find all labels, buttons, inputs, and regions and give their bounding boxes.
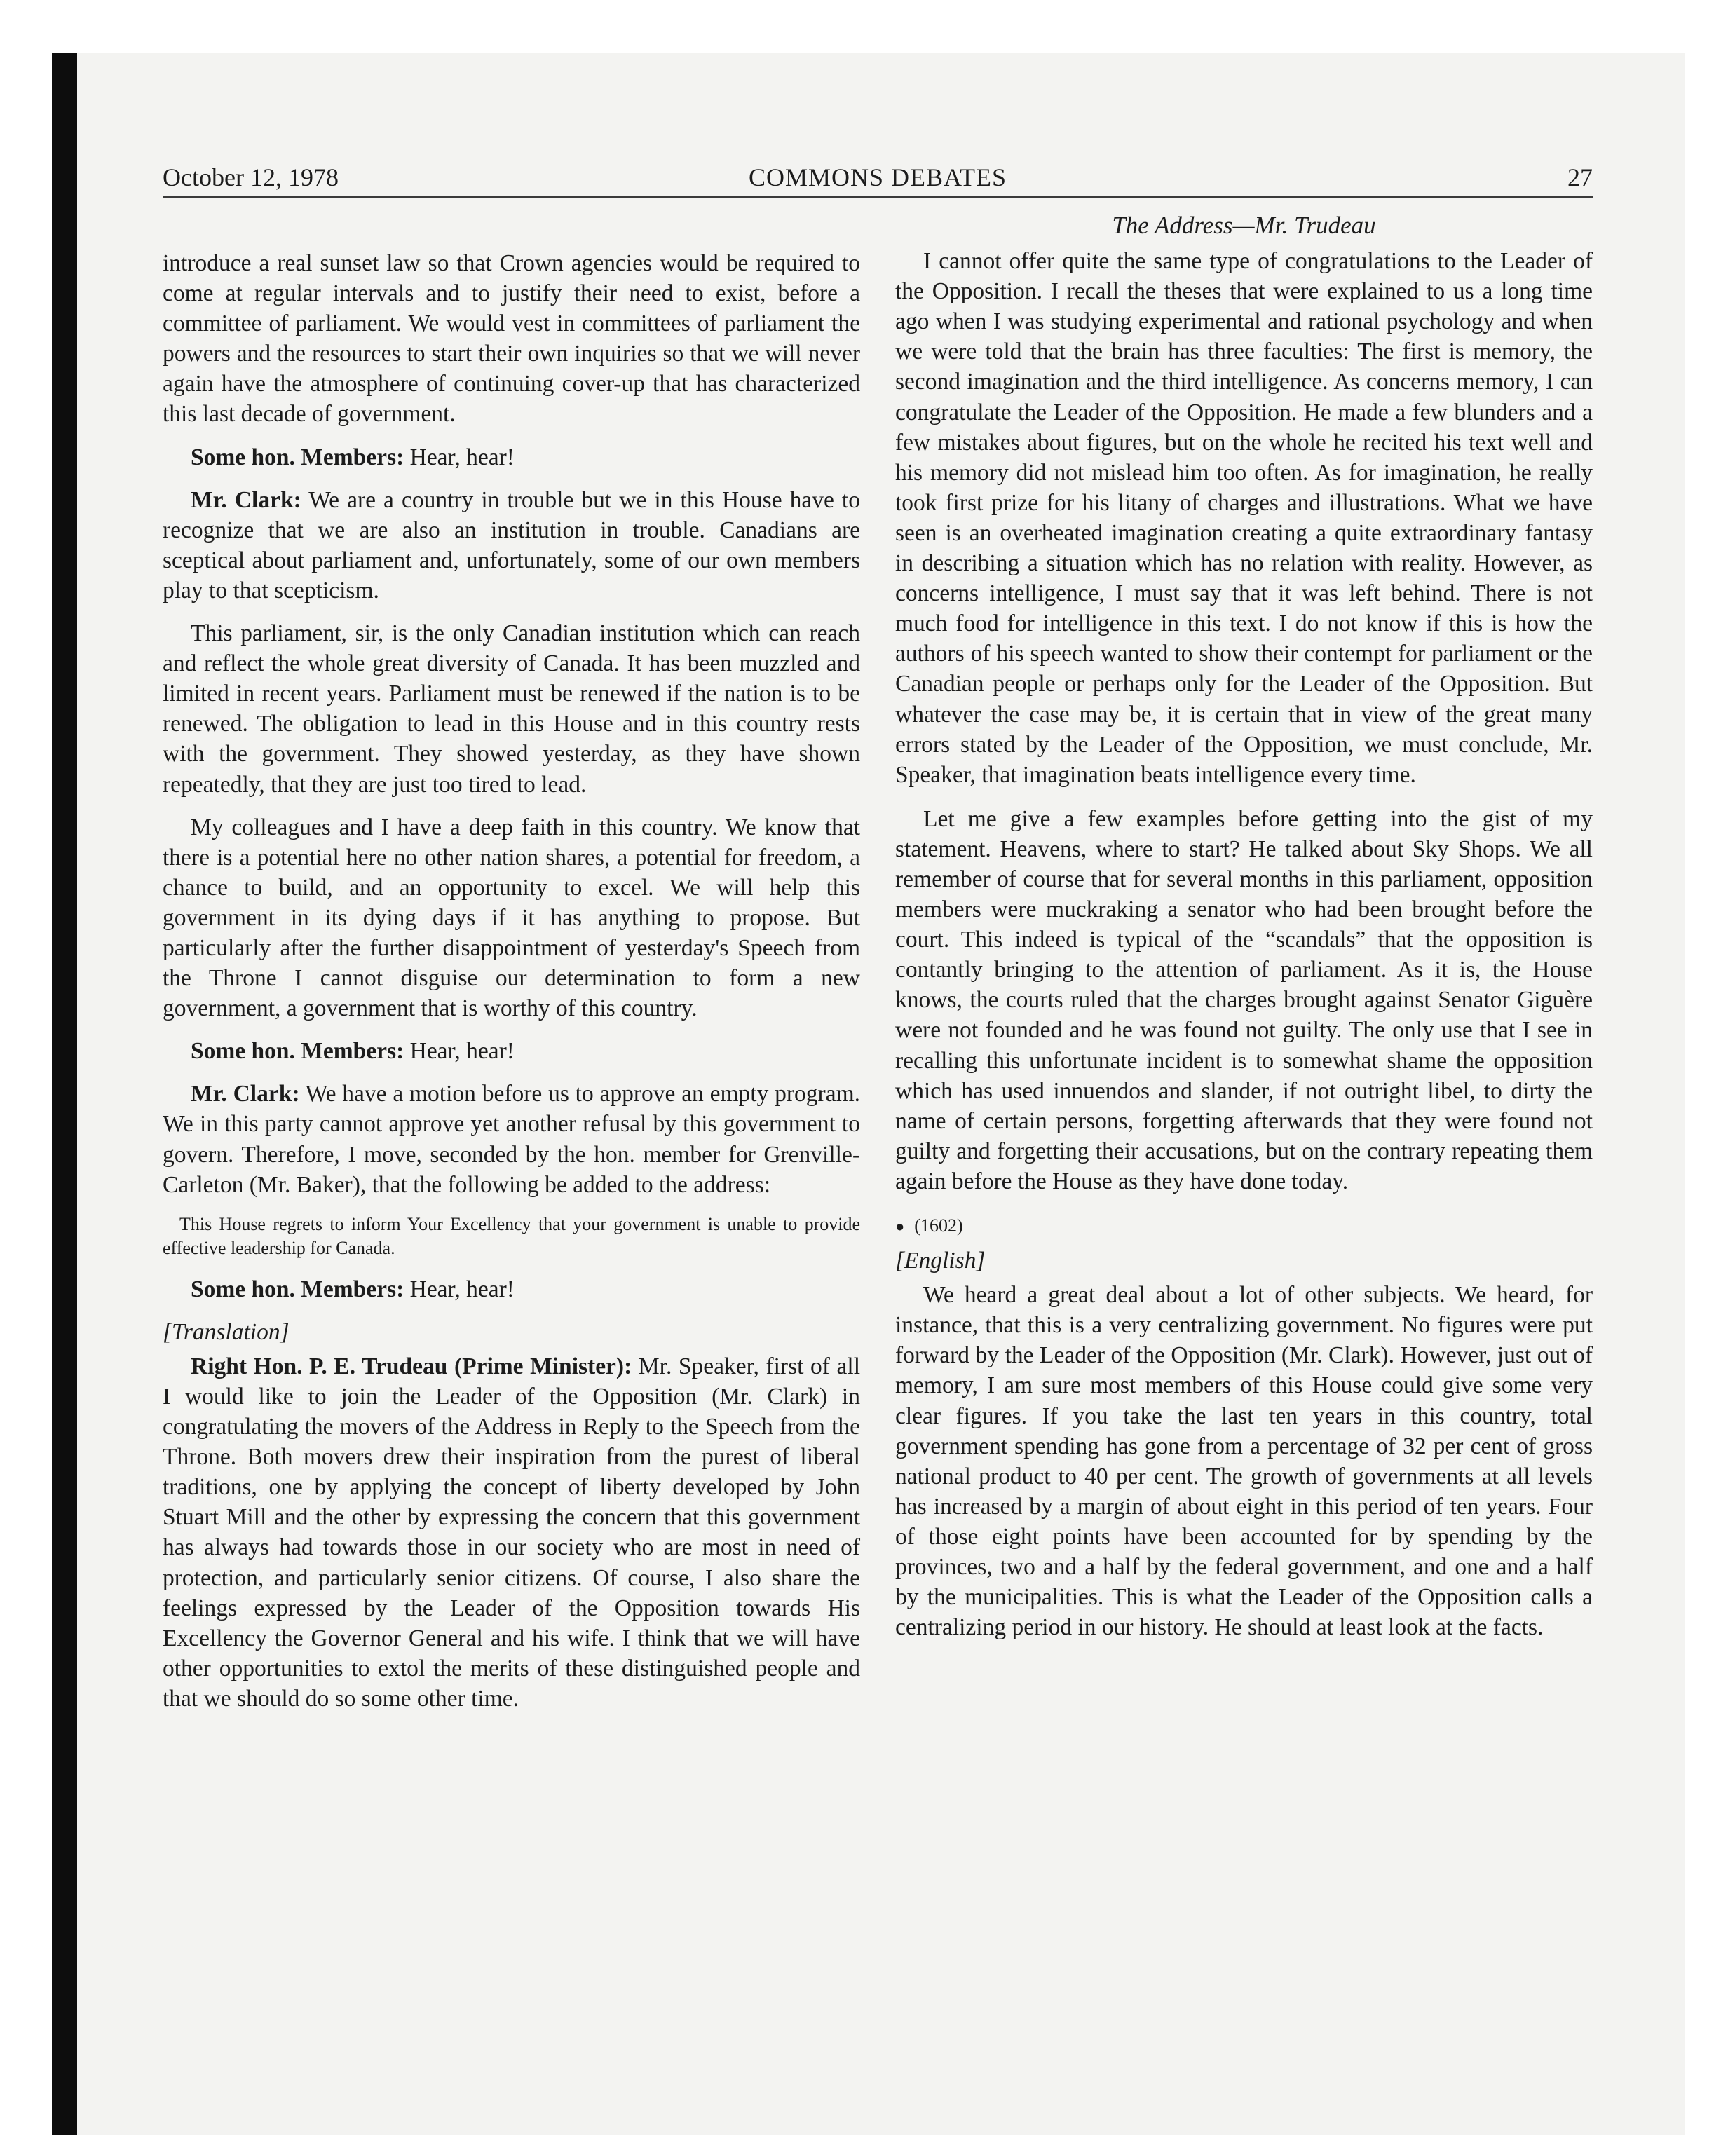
translation-label: [Translation] (163, 1318, 290, 1345)
speaker-name: Right Hon. P. E. Trudeau (Prime Minister): (191, 1353, 632, 1379)
interjection (163, 1274, 860, 1304)
time-marker (895, 1210, 1593, 1241)
header-page-number: 27 (1567, 163, 1593, 191)
speech (163, 1351, 860, 1714)
speaker-name: Some hon. Members: (191, 1038, 404, 1065)
speech-text: Hear, hear! (409, 444, 515, 470)
left-column (163, 248, 860, 1728)
bullet-icon: ● (895, 1217, 905, 1235)
paragraph: introduce a real sunset law so that Crown agencies would be required to come at regular intervals and to justify their need to exist, before a committee of parliament. We would vest in committees of parliament the powers and the resources to start their own inquiries so that we will never again have the atmosphere of continuing cover-up that has characterized this last decade of government. (163, 250, 860, 428)
paragraph: This parliament, sir, is the only Canadian institution which can reach and reflect the whole great diversity of Canada. It has been muzzled and limited in recent years. Parliament must be renewed if the nation is to be renewed. The obligation to lead in this House and in this country rests with the government. They showed yesterday, as they have shown repeatedly, that they are just too tired to lead. (163, 620, 860, 798)
speaker-name: Mr. Clark: (191, 1081, 300, 1107)
scan-edge (52, 53, 77, 2135)
speaker-name: Mr. Clark: (191, 486, 301, 513)
speech (163, 1079, 860, 1199)
speech-text: We are a country in trouble but we in this House have to recognize that we are also an institution in trouble. Canadians are sceptical about parliament and, unfortunately, some of our own members play to that scepticism. (163, 486, 860, 603)
speech-text: Hear, hear! (409, 1038, 515, 1065)
paragraph: We heard a great deal about a lot of other subjects. We heard, for instance, that this is a very centralizing government. No figures were put forward by the Leader of the Opposition (Mr. Clark). However, just out of memory, I am sure most members of this House could give some very clear figures. If you take the last ten years in this country, total government spending has gone from a percentage of 32 per cent of gross national product to 40 per cent. The growth of governments at all levels has increased by a margin of about eight in this period of ten years. Four of those eight points have been accounted for by spending by the provinces, two and a half by the federal government, and one and a half by the municipalities. This is what the Leader of the Opposition calls a centralizing period in our history. He should at least look at the facts. (895, 1282, 1593, 1641)
page-header (163, 157, 1593, 198)
header-title: COMMONS DEBATES (748, 163, 1007, 191)
motion-quote: This House regrets to inform Your Excellency that your government is unable to provide effective leadership for Canada. (163, 1213, 860, 1258)
running-head: The Address—Mr. Trudeau (1112, 212, 1376, 239)
speech-text: Mr. Speaker, first of all I would like to join the Leader of the Opposition (Mr. Clark) in congratulating the movers of the Address in Reply to the Speech from the Throne. Both movers drew their inspiration from the purest of liberal traditions, one by applying the concept of liberty developed by John Stuart Mill and the other by expressing the concern that this government has always had towards those in our society who are most in need of protection, and particularly senior citizens. Of course, I also share the feelings expressed by the Leader of the Opposition towards His Excellency the Governor General and his wife. I think that we will have other opportunities to extol the merits of these distinguished people and that we should do so some other time. (163, 1353, 861, 1712)
time-marker-text: (1602) (914, 1215, 963, 1236)
interjection (163, 1036, 860, 1066)
paragraph: I cannot offer quite the same type of congratulations to the Leader of the Opposition. I recall the theses that were explained to us a long time ago when I was studying experimental and rational psychology and when we were told that the brain has three faculties: The first is memory, the second imagination and the third intelligence. As concerns memory, I can congratulate the Leader of the Opposition. He made a few blunders and a few mistakes about figures, but on the whole he recited his text well and his memory did not mislead him too often. As for imagination, he really took first prize for his litany of charges and illustrations. What we have seen is an overheated imagination creating a quite extraordinary fantasy in describing a situation which has no relation with reality. However, as concerns intelligence, I must say that it was left behind. There is not much food for intelligence in this text. I do not know if this is how the authors of his speech wanted to show their contempt for parliament or the Canadian people or perhaps only for the Leader of the Opposition. But whatever the case may be, it is certain that in view of the great many errors stated by the Leader of the Opposition, we must conclude, Mr. Speaker, that imagination beats intelligence every time. (895, 248, 1593, 788)
right-column (895, 210, 1593, 1656)
speaker-name: Some hon. Members: (191, 1276, 404, 1302)
paragraph: My colleagues and I have a deep faith in this country. We know that there is a potential here no other nation shares, a potential for freedom, a chance to build, and an opportunity to excel. We will help this government in its dying days if it has anything to propose. But particularly after the further disappointment of yesterday's Speech from the Throne I cannot disguise our determination to form a new government, a government that is worthy of this country. (163, 814, 860, 1022)
header-rule (163, 196, 1593, 198)
speech-text: We have a motion before us to approve an empty program. We in this party cannot approve yet another refusal by this government to govern. Therefore, I move, seconded by the hon. member for Grenville-Carleton (Mr. Baker), that the following be added to the address: (163, 1081, 860, 1198)
speech-text: Hear, hear! (409, 1276, 515, 1302)
speech (163, 485, 860, 606)
interjection (163, 442, 860, 472)
paragraph: Let me give a few examples before getting into the gist of my statement. Heavens, where to start? He talked about Sky Shops. We all remember of course that for several months in this parliament, opposition members were muckraking a senator who had been brought before the court. This indeed is typical of the “scandals” that the opposition is contantly bringing to the attention of parliament. As it is, the House knows, the courts ruled that the charges brought against Senator Giguère were not founded and he was found not guilty. The only use that I see in recalling this unfortunate incident is to somewhat shame the opposition which has used innuendos and slander, if not outright libel, to dirty the name of certain persons, forgetting afterwards that they were found not guilty and forgetting their accusations, but on the contrary repeating them again before the House as they have done today. (895, 805, 1593, 1194)
speaker-name: Some hon. Members: (191, 444, 404, 470)
english-label: [English] (895, 1248, 986, 1274)
header-date: October 12, 1978 (163, 163, 339, 191)
